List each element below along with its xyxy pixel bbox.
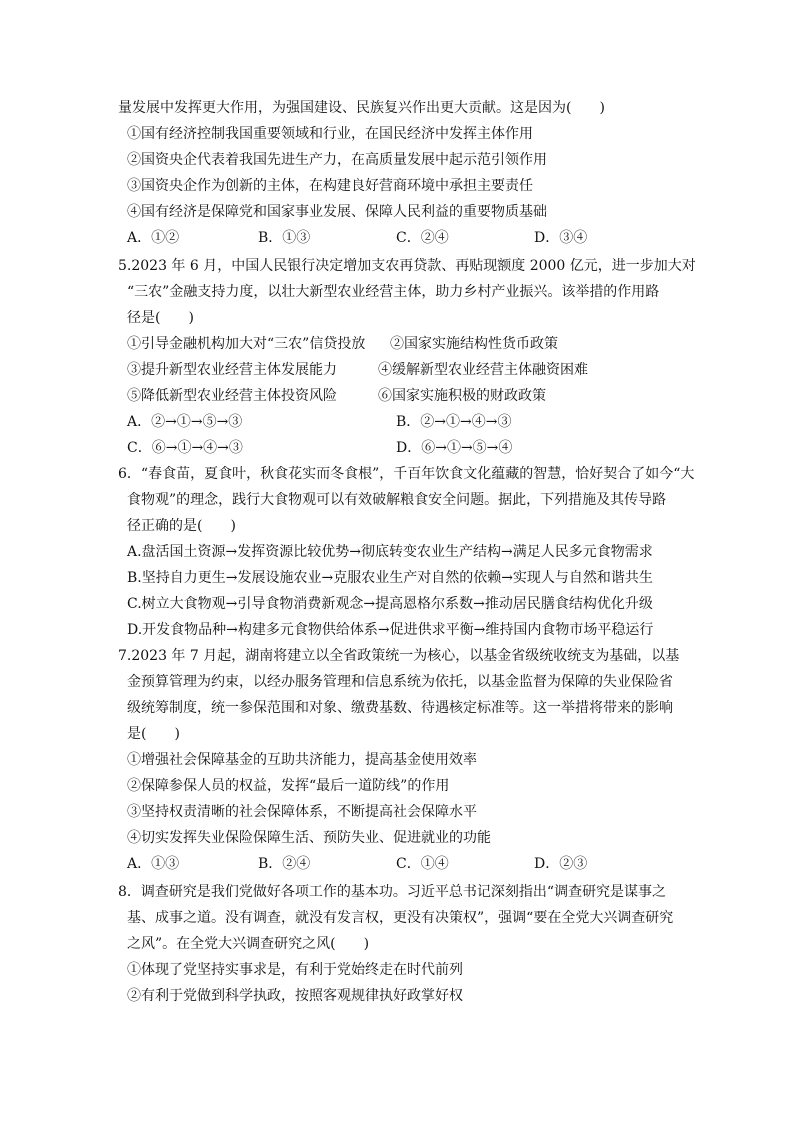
q6-stem-line-1: 6．“春食苗，夏食叶，秋食花实而冬食根”，千百年饮食文化蕴藏的智慧，恰好契合了如今“大 (118, 466, 695, 482)
q7-option-b: B．②④ (258, 856, 311, 872)
q5-stem-line-3: 径是( ) (127, 310, 194, 326)
q5-item-6: ⑥国家实施积极的财政政策 (378, 388, 546, 404)
q5-item-2: ②国家实施结构性货币政策 (390, 336, 558, 352)
q7-stem-line-2: 金预算管理为约束，以经办服务管理和信息系统为依托，以基金监督为保障的失业保险省 (127, 674, 673, 690)
q8-stem-line-3: 之风”。在全党大兴调查研究之风( ) (127, 936, 370, 952)
q6-option-c: C.树立大食物观→引导食物消费新观念→提高恩格尔系数→推动居民膳食结构优化升级 (127, 596, 653, 612)
q4-item-3: ③国资央企作为创新的主体，在构建良好营商环境中承担主要责任 (127, 178, 533, 194)
q6-stem-line-2: 食物观”的理念，践行大食物观可以有效破解粮食安全问题。据此，下列措施及其传导路 (127, 492, 667, 508)
q8-stem-line-2: 基、成事之道。没有调查，就没有发言权，更没有决策权”，强调“要在全党大兴调查研究 (127, 910, 674, 926)
q4-option-a: A．①② (127, 230, 180, 246)
q5-stem-line-1: 5.2023 年 6 月，中国人民银行决定增加支农再贷款、再贴现额度 2000 亿元，进一步加大对 (118, 258, 696, 274)
q5-option-b: B．②→①→④→③ (396, 414, 512, 430)
q7-item-2: ②保障参保人员的权益，发挥“最后一道防线”的作用 (127, 778, 450, 794)
q7-item-1: ①增强社会保障基金的互助共济能力，提高基金使用效率 (127, 752, 477, 768)
q6-option-b: B.坚持自力更生→发展设施农业→克服农业生产对自然的依赖→实现人与自然和谐共生 (127, 570, 653, 586)
q6-option-a: A.盘活国土资源→发挥资源比较优势→彻底转变农业生产结构→满足人民多元食物需求 (127, 544, 653, 560)
q5-item-5: ⑤降低新型农业经营主体投资风险 (127, 388, 337, 404)
q5-option-d: D．⑥→①→⑤→④ (396, 440, 513, 456)
q5-option-a: A．②→①→⑤→③ (127, 414, 243, 430)
q7-item-3: ③坚持权责清晰的社会保障体系，不断提高社会保障水平 (127, 804, 477, 820)
q5-item-3: ③提升新型农业经营主体发展能力 (127, 362, 337, 378)
q5-option-c: C．⑥→①→④→③ (127, 440, 243, 456)
q8-item-2: ②有利于党做到科学执政，按照客观规律执好政掌好权 (127, 988, 463, 1004)
q4-option-d: D．③④ (534, 230, 588, 246)
q5-item-4: ④缓解新型农业经营主体融资困难 (378, 362, 588, 378)
q5-stem-line-2: “三农”金融支持力度，以壮大新型农业经营主体，助力乡村产业振兴。该举措的作用路 (127, 284, 660, 300)
q4-option-c: C．②④ (396, 230, 449, 246)
q7-option-a: A．①③ (127, 856, 180, 872)
q6-option-d: D.开发食物品种→构建多元食物供给体系→促进供求平衡→维持国内食物市场平稳运行 (127, 622, 654, 638)
q7-stem-line-3: 级统筹制度，统一参保范围和对象、缴费基数、待遇核定标准等。这一举措将带来的影响 (127, 700, 673, 716)
q4-item-1: ①国有经济控制我国重要领域和行业，在国民经济中发挥主体作用 (127, 126, 533, 142)
q7-option-c: C．①④ (396, 856, 449, 872)
q4-stem-tail: 量发展中发挥更大作用，为强国建设、民族复兴作出更大贡献。这是因为( ) (118, 100, 605, 116)
q4-option-b: B．①③ (258, 230, 311, 246)
q7-stem-line-4: 是( ) (127, 726, 180, 742)
q7-option-d: D．②③ (534, 856, 588, 872)
q7-stem-line-1: 7.2023 年 7 月起，湖南将建立以全省政策统一为核心，以基金省级统收统支为基础，以基 (118, 648, 680, 664)
q7-item-4: ④切实发挥失业保险保障生活、预防失业、促进就业的功能 (127, 830, 491, 846)
q6-stem-line-3: 径正确的是( ) (127, 518, 236, 534)
q4-item-4: ④国有经济是保障党和国家事业发展、保障人民利益的重要物质基础 (127, 204, 547, 220)
q5-item-1: ①引导金融机构加大对“三农”信贷投放 (127, 336, 366, 352)
q8-stem-line-1: 8．调查研究是我们党做好各项工作的基本功。习近平总书记深刻指出“调查研究是谋事之 (118, 884, 667, 900)
q4-item-2: ②国资央企代表着我国先进生产力，在高质量发展中起示范引领作用 (127, 152, 547, 168)
q8-item-1: ①体现了党坚持实事求是，有利于党始终走在时代前列 (127, 962, 463, 978)
